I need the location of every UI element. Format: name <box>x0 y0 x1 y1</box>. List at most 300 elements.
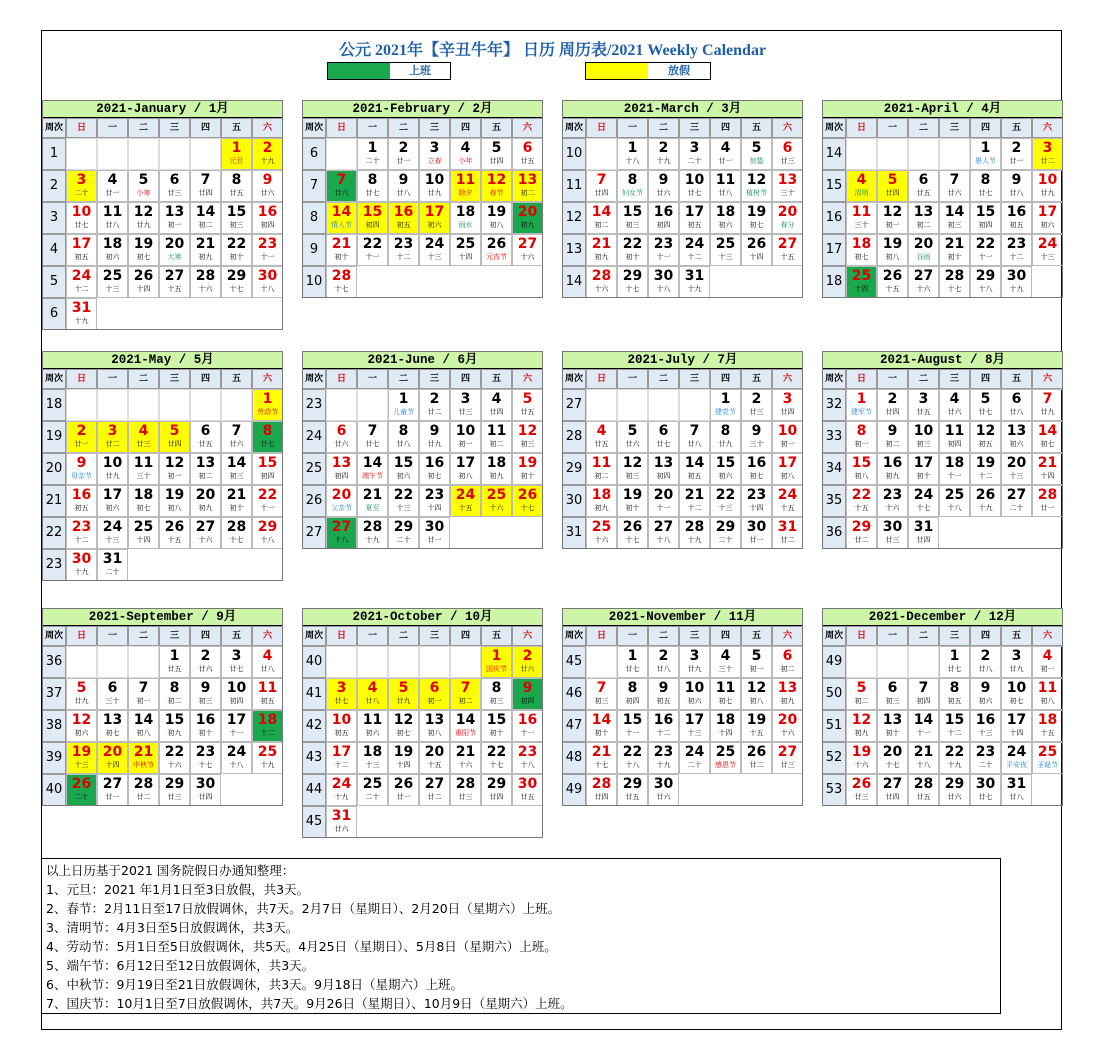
day-cell[interactable] <box>66 678 97 710</box>
day-cell[interactable] <box>512 646 543 678</box>
day-cell[interactable] <box>97 170 128 202</box>
day-cell[interactable] <box>450 485 481 517</box>
day-cell[interactable] <box>970 202 1001 234</box>
day-cell[interactable] <box>908 234 939 266</box>
day-cell[interactable] <box>586 485 617 517</box>
day-cell[interactable] <box>710 710 741 742</box>
day-cell[interactable] <box>357 485 388 517</box>
day-cell[interactable] <box>741 453 772 485</box>
day-cell[interactable] <box>512 485 543 517</box>
day-cell[interactable] <box>648 421 679 453</box>
day-cell[interactable] <box>846 710 877 742</box>
day-cell[interactable] <box>326 453 357 485</box>
day-cell[interactable] <box>221 421 252 453</box>
day-cell[interactable] <box>970 678 1001 710</box>
day-cell[interactable] <box>221 453 252 485</box>
day-cell[interactable] <box>939 742 970 774</box>
day-cell[interactable] <box>66 485 97 517</box>
day-cell[interactable] <box>772 453 803 485</box>
day-cell[interactable] <box>970 646 1001 678</box>
day-cell[interactable] <box>388 138 419 170</box>
day-cell[interactable] <box>586 234 617 266</box>
day-cell[interactable] <box>388 421 419 453</box>
day-cell[interactable] <box>357 202 388 234</box>
day-cell[interactable] <box>450 774 481 806</box>
day-cell[interactable] <box>908 710 939 742</box>
day-cell[interactable] <box>159 678 190 710</box>
day-cell[interactable] <box>1001 234 1032 266</box>
day-cell[interactable] <box>159 742 190 774</box>
day-cell[interactable] <box>190 646 221 678</box>
day-cell[interactable] <box>679 646 710 678</box>
day-cell[interactable] <box>512 138 543 170</box>
day-cell[interactable] <box>190 742 221 774</box>
day-cell[interactable] <box>1032 742 1063 774</box>
day-cell[interactable] <box>908 517 939 549</box>
day-cell[interactable] <box>710 517 741 549</box>
day-cell[interactable] <box>221 202 252 234</box>
day-cell[interactable] <box>617 774 648 806</box>
day-cell[interactable] <box>481 774 512 806</box>
day-cell[interactable] <box>617 421 648 453</box>
day-cell[interactable] <box>741 678 772 710</box>
day-cell[interactable] <box>128 485 159 517</box>
day-cell[interactable] <box>1001 646 1032 678</box>
day-cell[interactable] <box>877 774 908 806</box>
day-cell[interactable] <box>970 742 1001 774</box>
day-cell[interactable] <box>939 234 970 266</box>
day-cell[interactable] <box>512 742 543 774</box>
day-cell[interactable] <box>66 298 97 330</box>
day-cell[interactable] <box>190 678 221 710</box>
day-cell[interactable] <box>159 517 190 549</box>
day-cell[interactable] <box>97 485 128 517</box>
day-cell[interactable] <box>419 742 450 774</box>
day-cell[interactable] <box>586 678 617 710</box>
day-cell[interactable] <box>357 421 388 453</box>
day-cell[interactable] <box>128 234 159 266</box>
day-cell[interactable] <box>1032 234 1063 266</box>
day-cell[interactable] <box>1001 170 1032 202</box>
day-cell[interactable] <box>450 202 481 234</box>
day-cell[interactable] <box>326 806 357 838</box>
day-cell[interactable] <box>617 485 648 517</box>
day-cell[interactable] <box>450 453 481 485</box>
day-cell[interactable] <box>710 453 741 485</box>
day-cell[interactable] <box>97 421 128 453</box>
day-cell[interactable] <box>97 202 128 234</box>
day-cell[interactable] <box>326 710 357 742</box>
day-cell[interactable] <box>710 234 741 266</box>
day-cell[interactable] <box>908 742 939 774</box>
day-cell[interactable] <box>97 517 128 549</box>
day-cell[interactable] <box>481 389 512 421</box>
day-cell[interactable] <box>772 234 803 266</box>
day-cell[interactable] <box>190 266 221 298</box>
day-cell[interactable] <box>388 742 419 774</box>
day-cell[interactable] <box>221 517 252 549</box>
day-cell[interactable] <box>586 421 617 453</box>
day-cell[interactable] <box>221 678 252 710</box>
day-cell[interactable] <box>128 170 159 202</box>
day-cell[interactable] <box>772 742 803 774</box>
day-cell[interactable] <box>877 453 908 485</box>
day-cell[interactable] <box>221 742 252 774</box>
day-cell[interactable] <box>66 266 97 298</box>
day-cell[interactable] <box>388 678 419 710</box>
day-cell[interactable] <box>388 774 419 806</box>
day-cell[interactable] <box>419 202 450 234</box>
day-cell[interactable] <box>159 710 190 742</box>
day-cell[interactable] <box>481 453 512 485</box>
day-cell[interactable] <box>617 202 648 234</box>
day-cell[interactable] <box>450 678 481 710</box>
day-cell[interactable] <box>388 202 419 234</box>
day-cell[interactable] <box>846 774 877 806</box>
day-cell[interactable] <box>679 202 710 234</box>
day-cell[interactable] <box>877 485 908 517</box>
day-cell[interactable] <box>221 266 252 298</box>
day-cell[interactable] <box>450 389 481 421</box>
day-cell[interactable] <box>846 170 877 202</box>
day-cell[interactable] <box>1001 389 1032 421</box>
day-cell[interactable] <box>419 678 450 710</box>
day-cell[interactable] <box>586 742 617 774</box>
day-cell[interactable] <box>419 710 450 742</box>
day-cell[interactable] <box>846 202 877 234</box>
day-cell[interactable] <box>1032 138 1063 170</box>
day-cell[interactable] <box>741 138 772 170</box>
day-cell[interactable] <box>908 453 939 485</box>
day-cell[interactable] <box>908 170 939 202</box>
day-cell[interactable] <box>159 202 190 234</box>
day-cell[interactable] <box>419 170 450 202</box>
day-cell[interactable] <box>252 678 283 710</box>
day-cell[interactable] <box>772 138 803 170</box>
day-cell[interactable] <box>419 421 450 453</box>
day-cell[interactable] <box>772 485 803 517</box>
day-cell[interactable] <box>450 170 481 202</box>
day-cell[interactable] <box>586 453 617 485</box>
day-cell[interactable] <box>128 202 159 234</box>
day-cell[interactable] <box>1001 678 1032 710</box>
day-cell[interactable] <box>66 202 97 234</box>
day-cell[interactable] <box>252 517 283 549</box>
day-cell[interactable] <box>586 202 617 234</box>
day-cell[interactable] <box>1001 742 1032 774</box>
day-cell[interactable] <box>512 710 543 742</box>
day-cell[interactable] <box>66 453 97 485</box>
day-cell[interactable] <box>419 138 450 170</box>
day-cell[interactable] <box>159 170 190 202</box>
day-cell[interactable] <box>939 389 970 421</box>
day-cell[interactable] <box>326 202 357 234</box>
day-cell[interactable] <box>648 138 679 170</box>
day-cell[interactable] <box>877 678 908 710</box>
day-cell[interactable] <box>970 266 1001 298</box>
day-cell[interactable] <box>846 742 877 774</box>
day-cell[interactable] <box>772 421 803 453</box>
day-cell[interactable] <box>66 170 97 202</box>
day-cell[interactable] <box>679 421 710 453</box>
day-cell[interactable] <box>648 678 679 710</box>
day-cell[interactable] <box>1032 646 1063 678</box>
day-cell[interactable] <box>252 710 283 742</box>
day-cell[interactable] <box>970 421 1001 453</box>
day-cell[interactable] <box>846 389 877 421</box>
day-cell[interactable] <box>326 266 357 298</box>
day-cell[interactable] <box>190 774 221 806</box>
day-cell[interactable] <box>388 485 419 517</box>
day-cell[interactable] <box>97 774 128 806</box>
day-cell[interactable] <box>512 421 543 453</box>
day-cell[interactable] <box>326 517 357 549</box>
day-cell[interactable] <box>357 517 388 549</box>
day-cell[interactable] <box>679 517 710 549</box>
day-cell[interactable] <box>908 485 939 517</box>
day-cell[interactable] <box>939 202 970 234</box>
day-cell[interactable] <box>388 517 419 549</box>
day-cell[interactable] <box>128 678 159 710</box>
day-cell[interactable] <box>710 138 741 170</box>
day-cell[interactable] <box>586 710 617 742</box>
day-cell[interactable] <box>159 485 190 517</box>
day-cell[interactable] <box>710 170 741 202</box>
day-cell[interactable] <box>1001 202 1032 234</box>
day-cell[interactable] <box>388 234 419 266</box>
day-cell[interactable] <box>388 170 419 202</box>
day-cell[interactable] <box>419 389 450 421</box>
day-cell[interactable] <box>1001 266 1032 298</box>
day-cell[interactable] <box>450 742 481 774</box>
day-cell[interactable] <box>648 485 679 517</box>
day-cell[interactable] <box>648 266 679 298</box>
day-cell[interactable] <box>970 389 1001 421</box>
day-cell[interactable] <box>772 646 803 678</box>
day-cell[interactable] <box>877 234 908 266</box>
day-cell[interactable] <box>939 266 970 298</box>
day-cell[interactable] <box>586 170 617 202</box>
day-cell[interactable] <box>159 646 190 678</box>
day-cell[interactable] <box>617 170 648 202</box>
day-cell[interactable] <box>679 742 710 774</box>
day-cell[interactable] <box>252 421 283 453</box>
day-cell[interactable] <box>970 234 1001 266</box>
day-cell[interactable] <box>159 266 190 298</box>
day-cell[interactable] <box>679 234 710 266</box>
day-cell[interactable] <box>221 138 252 170</box>
day-cell[interactable] <box>1001 710 1032 742</box>
day-cell[interactable] <box>128 421 159 453</box>
day-cell[interactable] <box>586 266 617 298</box>
day-cell[interactable] <box>741 646 772 678</box>
day-cell[interactable] <box>877 170 908 202</box>
day-cell[interactable] <box>252 453 283 485</box>
day-cell[interactable] <box>66 710 97 742</box>
day-cell[interactable] <box>908 389 939 421</box>
day-cell[interactable] <box>846 234 877 266</box>
day-cell[interactable] <box>772 170 803 202</box>
day-cell[interactable] <box>710 742 741 774</box>
day-cell[interactable] <box>741 742 772 774</box>
day-cell[interactable] <box>419 517 450 549</box>
day-cell[interactable] <box>586 774 617 806</box>
day-cell[interactable] <box>66 549 97 581</box>
day-cell[interactable] <box>617 453 648 485</box>
day-cell[interactable] <box>326 421 357 453</box>
day-cell[interactable] <box>97 453 128 485</box>
day-cell[interactable] <box>128 266 159 298</box>
day-cell[interactable] <box>450 710 481 742</box>
day-cell[interactable] <box>939 710 970 742</box>
day-cell[interactable] <box>741 170 772 202</box>
day-cell[interactable] <box>1032 421 1063 453</box>
day-cell[interactable] <box>97 549 128 581</box>
day-cell[interactable] <box>97 678 128 710</box>
day-cell[interactable] <box>481 646 512 678</box>
day-cell[interactable] <box>1001 774 1032 806</box>
day-cell[interactable] <box>419 485 450 517</box>
day-cell[interactable] <box>970 170 1001 202</box>
day-cell[interactable] <box>710 421 741 453</box>
day-cell[interactable] <box>1032 485 1063 517</box>
day-cell[interactable] <box>221 170 252 202</box>
day-cell[interactable] <box>450 138 481 170</box>
day-cell[interactable] <box>846 517 877 549</box>
day-cell[interactable] <box>357 234 388 266</box>
day-cell[interactable] <box>846 453 877 485</box>
day-cell[interactable] <box>97 266 128 298</box>
day-cell[interactable] <box>97 710 128 742</box>
day-cell[interactable] <box>741 234 772 266</box>
day-cell[interactable] <box>252 485 283 517</box>
day-cell[interactable] <box>190 170 221 202</box>
day-cell[interactable] <box>772 517 803 549</box>
day-cell[interactable] <box>710 389 741 421</box>
day-cell[interactable] <box>970 138 1001 170</box>
day-cell[interactable] <box>252 266 283 298</box>
day-cell[interactable] <box>1032 710 1063 742</box>
day-cell[interactable] <box>741 389 772 421</box>
day-cell[interactable] <box>1001 138 1032 170</box>
day-cell[interactable] <box>512 678 543 710</box>
day-cell[interactable] <box>970 774 1001 806</box>
day-cell[interactable] <box>252 138 283 170</box>
day-cell[interactable] <box>128 742 159 774</box>
day-cell[interactable] <box>159 453 190 485</box>
day-cell[interactable] <box>741 710 772 742</box>
day-cell[interactable] <box>648 453 679 485</box>
day-cell[interactable] <box>512 170 543 202</box>
day-cell[interactable] <box>648 774 679 806</box>
day-cell[interactable] <box>710 646 741 678</box>
day-cell[interactable] <box>252 202 283 234</box>
day-cell[interactable] <box>97 234 128 266</box>
day-cell[interactable] <box>357 742 388 774</box>
day-cell[interactable] <box>326 170 357 202</box>
day-cell[interactable] <box>128 453 159 485</box>
day-cell[interactable] <box>357 138 388 170</box>
day-cell[interactable] <box>450 234 481 266</box>
day-cell[interactable] <box>159 774 190 806</box>
day-cell[interactable] <box>1001 485 1032 517</box>
day-cell[interactable] <box>772 389 803 421</box>
day-cell[interactable] <box>326 678 357 710</box>
day-cell[interactable] <box>66 517 97 549</box>
day-cell[interactable] <box>1001 453 1032 485</box>
day-cell[interactable] <box>190 485 221 517</box>
day-cell[interactable] <box>388 710 419 742</box>
day-cell[interactable] <box>159 234 190 266</box>
day-cell[interactable] <box>190 517 221 549</box>
day-cell[interactable] <box>252 234 283 266</box>
day-cell[interactable] <box>939 678 970 710</box>
day-cell[interactable] <box>970 485 1001 517</box>
day-cell[interactable] <box>877 202 908 234</box>
day-cell[interactable] <box>586 517 617 549</box>
day-cell[interactable] <box>512 774 543 806</box>
day-cell[interactable] <box>419 234 450 266</box>
day-cell[interactable] <box>481 485 512 517</box>
day-cell[interactable] <box>741 517 772 549</box>
day-cell[interactable] <box>1032 170 1063 202</box>
day-cell[interactable] <box>617 517 648 549</box>
day-cell[interactable] <box>710 202 741 234</box>
day-cell[interactable] <box>481 421 512 453</box>
day-cell[interactable] <box>741 202 772 234</box>
day-cell[interactable] <box>648 646 679 678</box>
day-cell[interactable] <box>908 774 939 806</box>
day-cell[interactable] <box>648 517 679 549</box>
day-cell[interactable] <box>481 234 512 266</box>
day-cell[interactable] <box>648 742 679 774</box>
day-cell[interactable] <box>939 485 970 517</box>
day-cell[interactable] <box>66 742 97 774</box>
day-cell[interactable] <box>252 646 283 678</box>
day-cell[interactable] <box>357 170 388 202</box>
day-cell[interactable] <box>939 646 970 678</box>
day-cell[interactable] <box>481 678 512 710</box>
day-cell[interactable] <box>877 710 908 742</box>
day-cell[interactable] <box>877 266 908 298</box>
day-cell[interactable] <box>617 234 648 266</box>
day-cell[interactable] <box>648 202 679 234</box>
day-cell[interactable] <box>128 517 159 549</box>
day-cell[interactable] <box>252 389 283 421</box>
day-cell[interactable] <box>1001 421 1032 453</box>
day-cell[interactable] <box>512 389 543 421</box>
day-cell[interactable] <box>357 774 388 806</box>
day-cell[interactable] <box>877 517 908 549</box>
day-cell[interactable] <box>221 485 252 517</box>
day-cell[interactable] <box>617 138 648 170</box>
day-cell[interactable] <box>512 453 543 485</box>
day-cell[interactable] <box>877 421 908 453</box>
day-cell[interactable] <box>617 678 648 710</box>
day-cell[interactable] <box>939 421 970 453</box>
day-cell[interactable] <box>1032 678 1063 710</box>
day-cell[interactable] <box>481 170 512 202</box>
day-cell[interactable] <box>772 710 803 742</box>
day-cell[interactable] <box>679 266 710 298</box>
day-cell[interactable] <box>679 485 710 517</box>
day-cell[interactable] <box>846 421 877 453</box>
day-cell[interactable] <box>128 774 159 806</box>
day-cell[interactable] <box>1032 202 1063 234</box>
day-cell[interactable] <box>679 710 710 742</box>
day-cell[interactable] <box>450 421 481 453</box>
day-cell[interactable] <box>481 202 512 234</box>
